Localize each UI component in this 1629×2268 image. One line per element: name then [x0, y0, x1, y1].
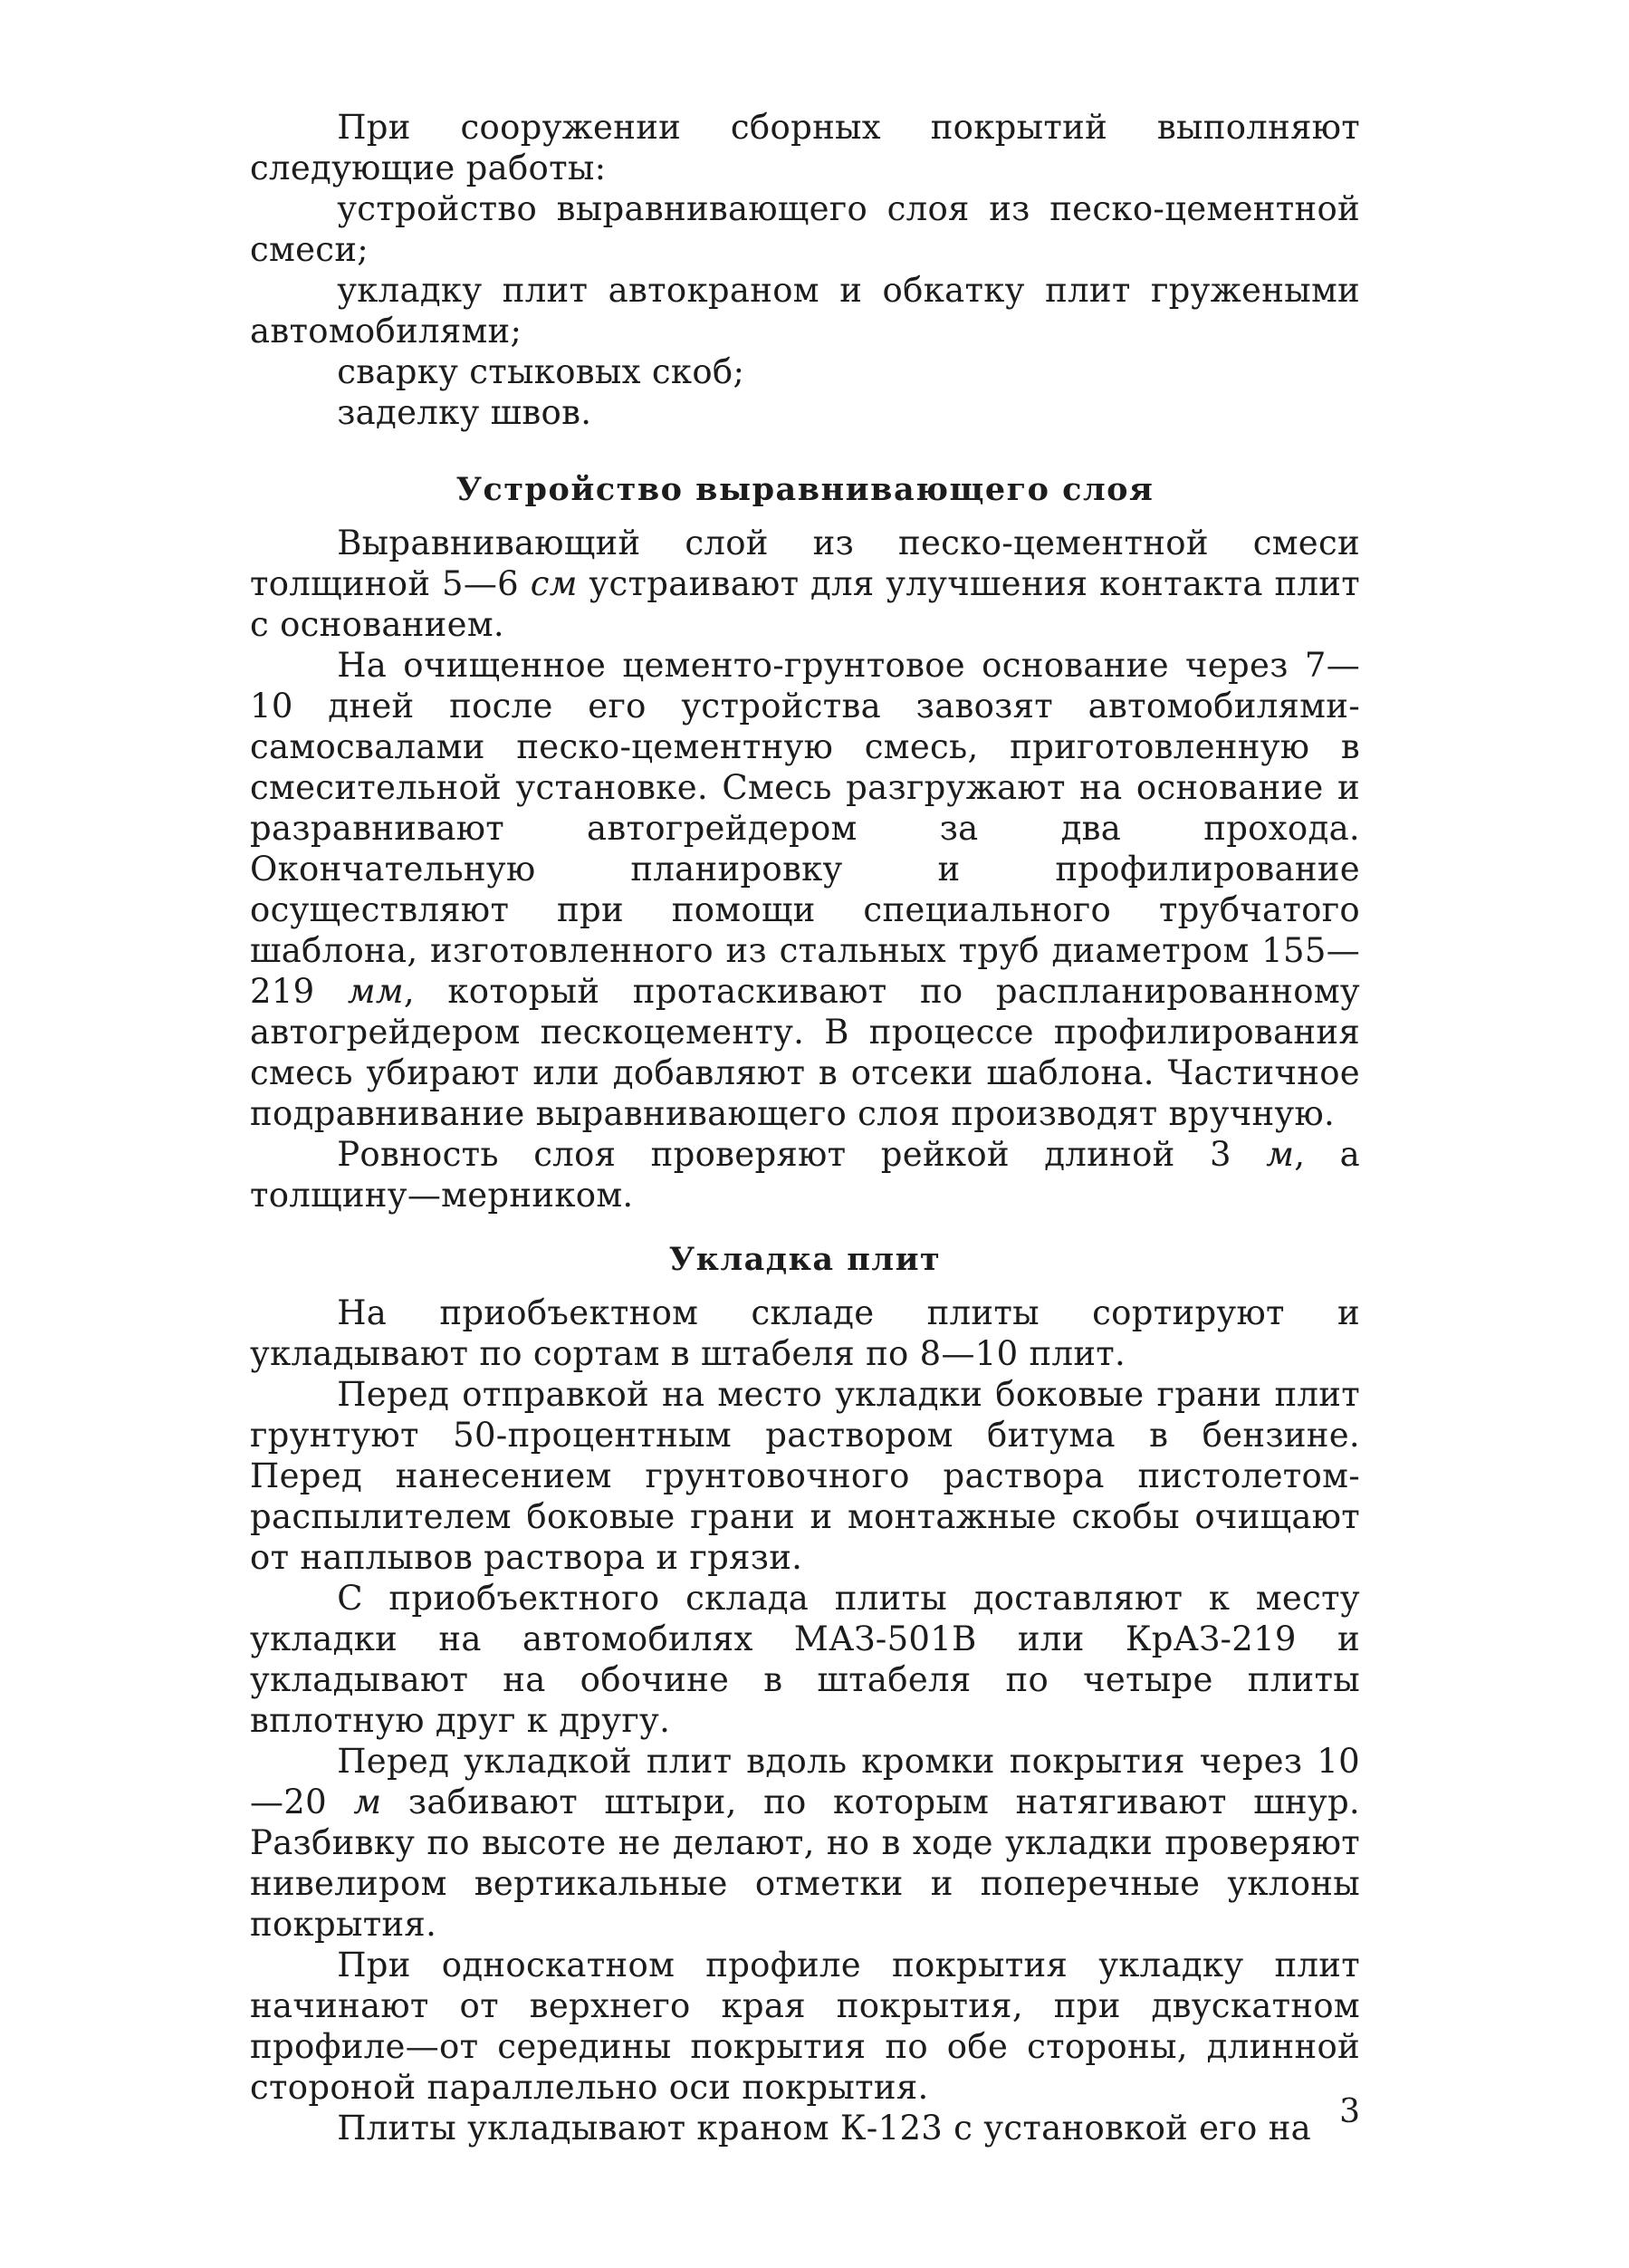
leveling-paragraph-3	[250, 1134, 1360, 1216]
plates-paragraph-1: На приобъектном складе плиты сортируют и укладывают по сортам в штабеля по 8—10 плит.	[250, 1293, 1360, 1373]
leveling-paragraph-1	[250, 523, 1360, 645]
leveling-p1-unit: см	[530, 564, 578, 603]
leveling-p3-text-start: Ровность слоя проверяют рейкой длиной 3	[337, 1135, 1267, 1174]
work-item-leveling-layer: устройство выравнивающего слоя из песко-цементной смеси;	[250, 189, 1360, 269]
plates-paragraph-4	[250, 1741, 1360, 1945]
plates-paragraph-3: С приобъектного склада плиты доставляют к месту укладки на автомобилях МАЗ-501В или КрАЗ-219 и укладывают на обочине в штабеля по четыре плиты вплотную друг к другу.	[250, 1579, 1360, 1740]
section-heading-leveling-layer: Устройство выравнивающего слоя	[455, 471, 1155, 508]
intro-paragraph: При сооружении сборных покрытий выполняют следующие работы:	[250, 108, 1360, 187]
plates-paragraph-2: Перед отправкой на место укладки боковые грани плит грунтуют 50-процентным раствором битума в бензине. Перед нанесением грунтовочного раствора пистолетом-распылителем боковые грани и монтажные скобы очищают от наплывов раствора и грязи.	[250, 1375, 1360, 1577]
work-item-welding: сварку стыковых скоб;	[337, 352, 745, 391]
leveling-p2-text-start: На очищенное цементо-грунтовое основание через 7—10 дней после его устройства завозят автомобилями-самосвалами песко-цементную смесь, приготовленную в смесительной установке. Смесь разгружают на основание и разравнивают автогрейдером за два прохода. Окончательную планировку и профилирование осуществляют при помощи специального трубчатого шаблона, изготовленного из стальных труб диаметром 155—219	[250, 646, 1360, 1011]
plates-p4-unit: м	[353, 1783, 382, 1821]
leveling-p3-text-end: , а толщину—мерником.	[250, 1135, 1360, 1215]
page-number: 3	[1339, 2093, 1360, 2130]
plates-p4-text-end: забивают штыри, по которым натягивают шнур. Разбивку по высоте не делают, но в ходе укладки проверяют нивелиром вертикальные отметки и поперечные уклоны покрытия.	[250, 1783, 1360, 1944]
leveling-p1-text-start: Выравнивающий слой из песко-цементной смеси толщиной 5—6	[250, 524, 1360, 603]
section-heading-plate-laying: Укладка плит	[668, 1241, 942, 1278]
plates-p4-text-start: Перед укладкой плит вдоль кромки покрытия через 10—20	[250, 1742, 1360, 1821]
leveling-paragraph-2	[250, 645, 1360, 1134]
plates-paragraph-5: При односкатном профиле покрытия укладку плит начинают от верхнего края покрытия, при двускатном профиле—от середины покрытия по обе стороны, длинной стороной параллельно оси покрытия.	[250, 1946, 1360, 2107]
leveling-p3-unit: м	[1266, 1135, 1295, 1174]
plates-paragraph-6: Плиты укладывают краном К-123 с установкой его на	[337, 2109, 1312, 2148]
work-item-joint-sealing: заделку швов.	[337, 393, 592, 432]
leveling-p2-text-end: , который протаскивают по распланированному автогрейдером пескоцементу. В процессе профилирования смесь убирают или добавляют в отсеки шаблона. Частичное подравнивание выравнивающего слоя производят вручную.	[250, 972, 1360, 1133]
leveling-p1-text-end: устраивают для улучшения контакта плит с основанием.	[250, 564, 1360, 644]
leveling-p2-unit: мм	[347, 972, 404, 1011]
work-item-plate-laying: укладку плит автокраном и обкатку плит гружеными автомобилями;	[250, 271, 1360, 351]
document-page	[250, 107, 1360, 2148]
